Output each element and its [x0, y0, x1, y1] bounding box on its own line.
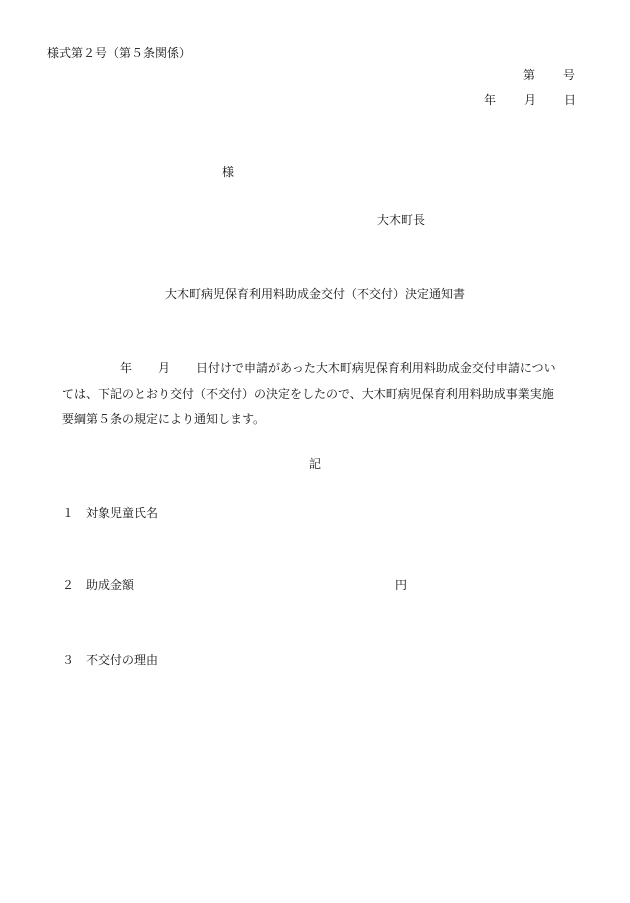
body-year-label: 年 [120, 361, 133, 375]
body-text [62, 356, 578, 433]
yen-unit: 円 [395, 578, 408, 592]
body-line-3: 要綱第５条の規定により通知します。 [62, 412, 266, 426]
body-month-label: 月 [158, 361, 171, 375]
date-day-label: 日 [564, 93, 577, 107]
ki-heading: 記 [308, 457, 321, 471]
document-number-suffix: 号 [563, 68, 576, 82]
document-title: 大木町病児保育利用料助成金交付（不交付）決定通知書 [164, 287, 465, 301]
addressee: 様 [222, 165, 235, 179]
item-label: 助成金額 [86, 578, 135, 592]
item-label: 不交付の理由 [86, 653, 159, 667]
body-line-2: ては、下記のとおり交付（不交付）の決定をしたので、大木町病児保育利用料助成事業実施 [62, 386, 554, 401]
item-number: １ [62, 506, 75, 520]
item-number: ３ [62, 653, 75, 667]
item-label: 対象児童氏名 [86, 506, 159, 520]
item-number: ２ [62, 578, 75, 592]
date-year-label: 年 [484, 93, 497, 107]
date-month-label: 月 [524, 93, 537, 107]
document-number-prefix: 第 [523, 68, 536, 82]
form-number: 様式第２号（第５条関係） [47, 46, 192, 60]
item-subsidy-amount [62, 577, 422, 593]
body-line-1 [62, 356, 578, 382]
body-line-1-text: 日付けで申請があった大木町病児保育利用料助成金交付申請につい [196, 361, 556, 375]
sender-name: 大木町長 [377, 213, 426, 227]
item-nonpayment-reason [62, 652, 158, 668]
item-child-name [62, 505, 158, 521]
